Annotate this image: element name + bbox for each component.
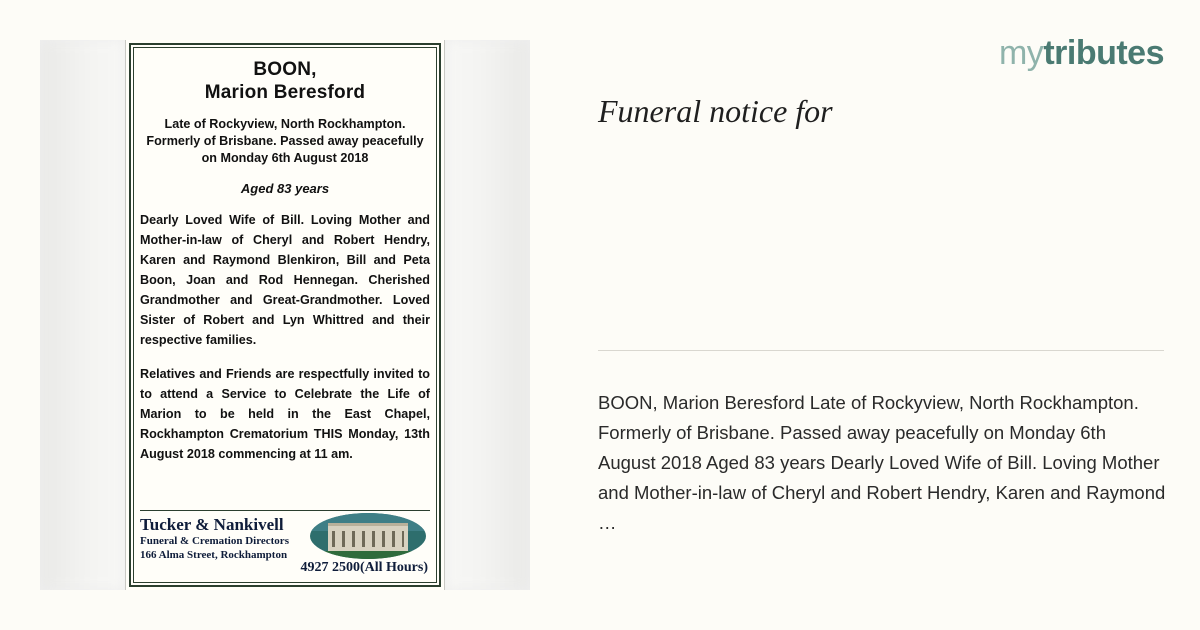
deceased-age: Aged 83 years [240,181,330,196]
deceased-surname: BOON, [253,59,317,80]
logo-columns [332,531,404,547]
funeral-home-name: Tucker & Nankivell [140,515,284,534]
logo-prefix: my [998,34,1044,72]
right-column [598,0,1164,630]
clipping-left-edge-blur [40,40,125,590]
service-paragraph: Relatives and Friends are respectfully invited to to attend a Service to Celebrate the Life of Marion to be held in the East Chapel, Rockhampton Crematorium THIS Monday, 13th August 2018 commencing at 11 am. [140,367,430,461]
clipping-right-edge-blur [445,40,530,590]
page-title: Funeral notice for [598,93,833,129]
clipping-content [140,52,430,578]
notice-excerpt: BOON, Marion Beresford Late of Rockyview, North Rockhampton. Formerly of Brisbane. Passed away peacefully on Monday 6th August 2018 Aged 83 years Dearly Loved Wife of Bill. Loving Mother and Mother-in-law of Cheryl and Robert Hendry, Karen and Raymond … [598,392,1166,533]
newspaper-clipping [125,40,445,590]
mytributes-logo [999,34,1164,73]
logo-suffix: tributes [1043,34,1164,72]
funeral-home-logo-icon [310,513,426,559]
notice-image-panel [40,40,530,590]
logo-grass [310,551,426,559]
funeral-home-role: Funeral & Cremation Directors [140,535,289,547]
deceased-given-names: Marion Beresford [204,82,366,103]
funeral-home-phone: 4927 2500(All Hours) [300,560,428,575]
divider [598,350,1164,351]
family-paragraph: Dearly Loved Wife of Bill. Loving Mother and Mother-in-law of Cheryl and Robert Hendry, Karen and Raymond Blenkiron, Bill and Peta Boon, Joan and Rod Hennegan. Cherished Grandmother and Great-Grandmother. Loved Sister of Robert and Lyn Whittred and their respective families. [140,213,430,347]
deceased-residence: Late of Rockyview, North Rockhampton. Formerly of Brisbane. Passed away peacefully on Monday 6th August 2018 [146,117,424,165]
funeral-home-address: 166 Alma Street, Rockhampton [140,549,288,561]
deceased-name [140,58,430,104]
funeral-home-footer [140,510,430,578]
